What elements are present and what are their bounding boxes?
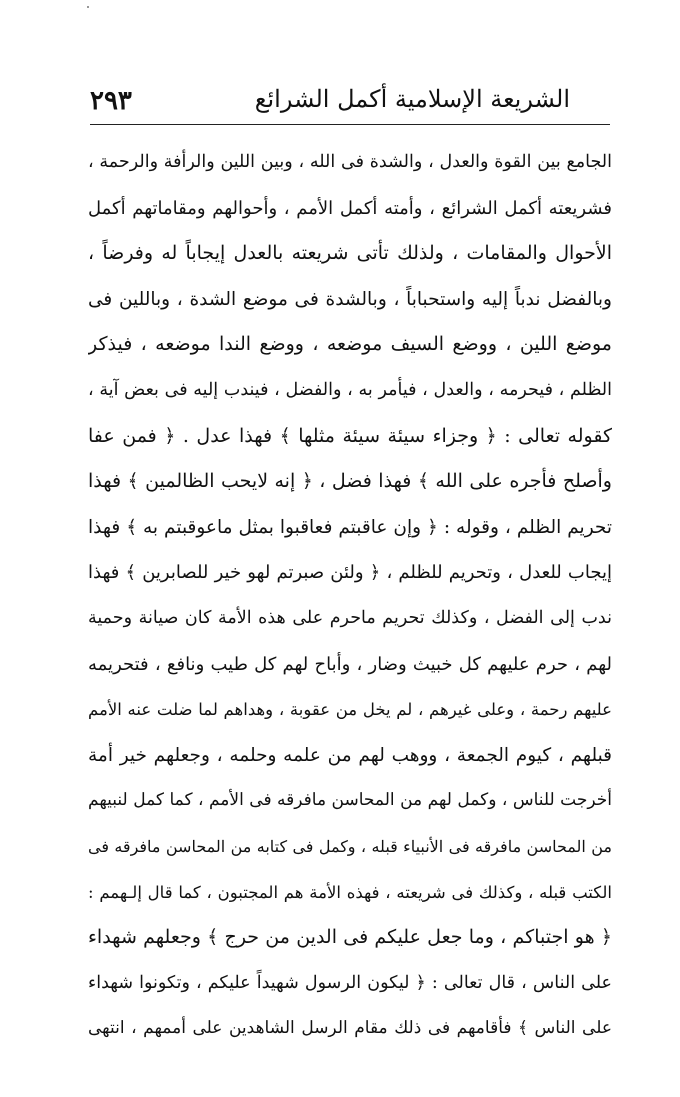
running-title: الشريعة الإسلامية أكمل الشرائع [254,85,570,113]
text-line: موضع اللين ، ووضع السيف موضعه ، ووضع الندا موضعه ، فيذكر [88,333,612,356]
text-line: وبالفضل ندباً إليه واستحباباً ، وبالشدة فى موضع الشدة ، وباللين فى [88,288,612,310]
text-line: ندب إلى الفضل ، وكذلك تحريم ماحرم على هذه الأمة كان صيانة وحمية [88,607,612,628]
text-line: وأصلح فأجره على الله ﴾ فهذا فضل ، ﴿ إنه لايحب الظالمين ﴾ فهذا [88,470,612,493]
text-line: تحريم الظلم ، وقوله : ﴿ وإن عاقبتم فعاقبوا بمثل ماعوقبتم به ﴾ فهذا [88,516,612,538]
text-line: ﴿ هو اجتباكم ، وما جعل عليكم فى الدين من حرج ﴾ وجعلهم شهداء [88,926,612,949]
scan-speck [87,6,89,8]
text-line: الكتب قبله ، وكذلك فى شريعته ، فهذه الأمة هم المجتبون ، كما قال إلـهمم : [88,882,612,902]
text-line: كقوله تعالى : ﴿ وجزاء سيئة سيئة مثلها ﴾ فهذا عدل . ﴿ فمن عفا [88,424,612,447]
text-line: قبلهم ، كيوم الجمعة ، ووهب لهم من علمه وحلمه ، وجعلهم خير أمة [88,744,612,766]
text-line: الظلم ، فيحرمه ، والعدل ، فيأمر به ، والفضل ، فيندب إليه فى بعض آية ، [88,379,612,400]
page-number: ٢٩٣ [90,86,132,116]
text-line: أخرجت للناس ، وكمل لهم من المحاسن مافرقه فى الأمم ، كما كمل لنبيهم [88,790,612,811]
text-line: عليهم رحمة ، وعلى غيرهم ، لم يخل من عقوبة ، وهداهم لما ضلت عنه الأمم [88,700,612,720]
text-line: الجامع بين القوة والعدل ، والشدة فى الله ، وبين اللين والرأفة والرحمة ، [88,152,612,172]
text-line: من المحاسن مافرقه فى الأنبياء قبله ، وكمل فى كتابه من المحاسن مافرقه فى [88,836,612,856]
text-line: فشريعته أكمل الشرائع ، وأمته أكمل الأمم ، وأحوالهم ومقاماتهم أكمل [88,197,612,219]
text-line: على الناس ، قال تعالى : ﴿ ليكون الرسول شهيداً عليكم ، وتكونوا شهداء [88,972,612,993]
text-line: الأحوال والمقامات ، ولذلك تأتى شريعته بالعدل إيجاباً له وفرضاً ، [88,242,612,265]
text-line: إيجاب للعدل ، وتحريم للظلم ، ﴿ ولئن صبرتم لهو خير للصابرين ﴾ فهذا [88,562,612,584]
page-header [90,82,610,126]
header-rule [90,124,610,125]
text-line: على الناس ﴾ فأقامهم فى ذلك مقام الرسل الشاهدين على أممهم ، انتهى [88,1018,612,1039]
text-line: لهم ، حرم عليهم كل خبيث وضار ، وأباح لهم كل طيب ونافع ، فتحريمه [88,653,612,675]
body-text [88,140,612,1052]
